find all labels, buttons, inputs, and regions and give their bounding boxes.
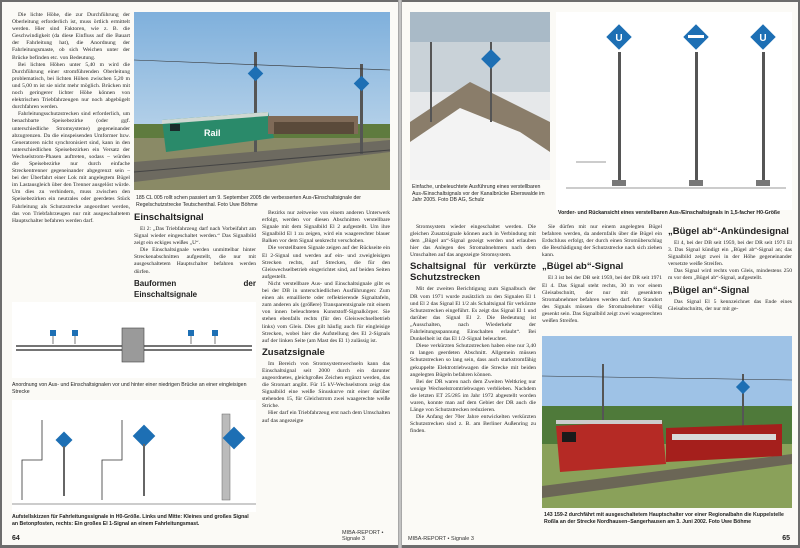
text-paragraph: Bei lichten Höhen unter 5,40 m wird die Durchführung einer stromführenden Oberleitung problematisch, bei lichten Höhen zwischen 5,20 m und 5,00 m ist sie nicht mehr möglich. Brücken mit noch geringerer lichter Höhe können von elektrischen Triebfahrzeugen nur noch abgebügelt durchfahren werden. bbox=[12, 61, 130, 111]
diagram-caption: Vorder- und Rückansicht eines verstellbaren Aus-/Einschaltsignals in 1,5-facher H0-Größe bbox=[558, 210, 780, 216]
text-paragraph: Nicht verstellbare Aus- und Einschaltsignale gibt es bei der DB in unterschiedlichen Ausführungen: Zum einen als emaillierte oder reflektierende Signaltafeln, zum anderen als (größere) Transparentsignale mit einem von innen beleuchteten Kunststoff-Signalkörper. Sie stehen ebenfalls rechts (für den Gleiswechselbetrieb links) vom Gleis. Dies gilt häufig auch für eingleisige Strecken, wobei hier die Aufstellung des El 2-Signals auf der linken Seite (am Mast des El 1) zulässig ist. bbox=[262, 280, 390, 344]
text-paragraph: Das Signal El 5 kennzeichnet das Ende eines Gleisabschnitts, der nur mit ge- bbox=[668, 298, 792, 312]
page-number: 64 bbox=[12, 535, 20, 542]
green-loco-illustration bbox=[134, 12, 390, 190]
right-page bbox=[402, 2, 798, 545]
text-paragraph: Mit der zweiten Berichtigung zum Signalbuch der DR vom 1971 wurde zusätzlich zu den Signalen El 1 und El 2 das Signal El 1/2 als Schaltsignal für verkürzte Schutzstrecken eingeführt. Es zeigt das Signal El 1 und darüber das Signal El 2. Die Bedeutung ist „Ausschalten, nach Wiederkehr der Fahrleitungsspannung Einschalten erlaubt“. Bei Dunkelheit ist das El 1/2-Signal beleuchtet. bbox=[410, 286, 536, 343]
diagram-caption: Aufstellskizzen für Fahrleitungssignale in H0-Größe. Links und Mitte: Kleines und großes Signal an Betonpfosten, rechts: Ein großes El 1-Signal an einem Fahrleitungsmast. bbox=[12, 514, 249, 527]
section-heading: „Bügel an“-Signal bbox=[668, 284, 750, 296]
text-paragraph: Die lichte Höhe, die zur Durchführung der Oberleitung erforderlich ist, muss örtlich ermittelt werden. Hier sind Faktoren, wie z. B. die Geschwindigkeit (da diese Einfluss auf die Bauart der Fahrleitung hat), die Anordnung der Fahrleitungsmaste, ob sich Weichen unter der Brücke befinden etc. von Bedeutung. bbox=[12, 12, 130, 61]
left-col-2 bbox=[134, 210, 256, 302]
left-col-1 bbox=[12, 12, 130, 294]
right-col-3 bbox=[668, 224, 792, 332]
left-page bbox=[2, 2, 398, 545]
photo-caption: 143 159-2 durchfährt mit ausgeschaltetem Hauptschalter vor einer Regionalbahn die Kuppelstelle Roßla an der Strecke Nordhausen–Sangerhausen am 3. Juni 2002. Foto Uwe Böhme bbox=[544, 512, 784, 525]
photo-caption: Einfache, unbeleuchtete Ausführung eines verstellbaren Aus-/Einschaltsignals vor der Kanalbrücke Eberswalde im Jahr 2005. Foto DB AG, Schulz bbox=[412, 184, 545, 203]
right-col-1 bbox=[410, 224, 536, 536]
text-paragraph: El 2: „Das Triebfahrzeug darf nach Vorbeifahrt am Signal wieder eingeschaltet werden.“ Das Signalbild zeigt ein eckiges weißes „U“. bbox=[134, 226, 256, 247]
text-paragraph: Die verstellbaren Signale zeigen auf der Rückseite ein El 2-Signal und werden auf ein- und zweigleisigen Strecken rechts, auf Strecken, die für den Gleiswechselbetrieb eingerichtet sind, auf beiden Seiten aufgestellt. bbox=[262, 245, 390, 280]
photo-green-locomotive bbox=[134, 12, 390, 190]
section-heading: Bauformen der Einschaltsignale bbox=[134, 278, 256, 299]
section-heading: „Bügel ab“-Signal bbox=[542, 261, 624, 273]
page-footer: MIBA-REPORT • Signale 3 bbox=[408, 536, 474, 542]
text-paragraph: Die Anfang der 70er Jahre entwickelten verkürzten Schutzstrecken sind z. B. am Berliner Außenring zu finden. bbox=[410, 414, 536, 435]
diagram-caption: Anordnung von Aus- und Einschaltsignalen vor und hinter einer niedrigen Brücke an einer eingleisigen Strecke bbox=[12, 382, 247, 395]
adjustable-signal-diagram bbox=[556, 12, 792, 210]
text-paragraph: Das Signal wird rechts vom Gleis, mindestens 250 m vor dem „Bügel ab“-Signal, aufgestellt. bbox=[668, 268, 792, 282]
section-heading: Zusatzsignale bbox=[262, 346, 325, 358]
text-paragraph: Diese verkürzten Schutzstrecken haben eine nur 3,40 m langen geerdeten Abschnitt. Allgemein müssen Schutzstrecken so lang sein, dass auch starkstromfähig gekuppelte Elektrotriebwagen die Strecke mit beiden angelegten Bügeln befahren können. bbox=[410, 343, 536, 378]
section-heading: „Bügel ab“-Ankündesignal bbox=[668, 226, 789, 237]
svg-text:Rail: Rail bbox=[204, 128, 221, 138]
page-footer: MIBA-REPORT • Signale 3 bbox=[342, 530, 384, 542]
text-paragraph: El 3 ist bei der DB seit 1959, bei der DR seit 1971 El 4. Das Signal steht rechts, 30 m vor einem Gleisabschnitt, der nur mit gesenktem Stromabnehmer befahren werden darf. Am Standort des Signals müssen die Stromabnehmer völlig gesenkt sein. Das Signalbild zeigt zwei waagerechten weißen Streifen. bbox=[542, 275, 662, 325]
section-heading: Einschaltsignal bbox=[134, 212, 204, 223]
text-paragraph: Stromsystem wieder eingeschaltet werden. Die gleichen Zusatzsignale können auch in Verbindung mit dem „Bügel an“-Signal gezeigt werden und erlauben hier das Anlegen des Stromabnehmers nach dem Umschalten auf das angezeigte Stromsystem. bbox=[410, 224, 536, 259]
page-number: 65 bbox=[782, 535, 790, 542]
photo-snowy-signal bbox=[410, 12, 550, 180]
section-heading: Schaltsignal für verkürzte Schutzstrecken bbox=[410, 261, 536, 284]
photo-red-locomotive bbox=[542, 336, 792, 508]
text-paragraph: Hier darf ein Triebfahrzeug erst nach dem Umschalten auf das angezeigte bbox=[262, 410, 390, 424]
text-paragraph: Sie dürfen mit nur einem angelegten Bügel befahren werden, da andernfalls über die Bügel ein Erdschluss erfolgt, der durch einen Stromüberschlag die Beschädigung der Schutzstrecke nach sich ziehen kann. bbox=[542, 224, 662, 259]
text-paragraph: Bei der DR waren nach dem Zweiten Weltkrieg nur wenige Wechselstromtriebwagen verblieben. Nachdem die letzten ET 25/285 im Jahr 1972 abgestellt worden waren, konnte man auf dem Gebiet der DR auch die Länge von Schutzstrecken reduzieren. bbox=[410, 378, 536, 414]
text-paragraph: El 4, bei der DB seit 1959, bei der DR seit 1971 El 3. Das Signal kündigt ein „Bügel ab“-Signal an; das Signalbild zeigt zwei in der Höhe gegeneinander versetzte weiße Streifen. bbox=[668, 240, 792, 268]
text-paragraph: Bezirks nur zeitweise von einem anderen Unterwerk erfolgt, werden vor diesen Abschnitten verstellbare Signale mit dem Signalbild El 2 aufgestellt. Um ihre Signalbild El 1 zu zeigen, wird ein waagerechter blauer Balken vor dem Signal senkrecht verschoben. bbox=[262, 210, 390, 245]
photo-caption: 185 CL 005 rollt schen passiert am 9. September 2005 die verbesserten Aus-/Einschaltsignale der Regelschutzstrecke Teutschenthal. Foto Uwe Böhme bbox=[136, 195, 362, 208]
left-col-3 bbox=[262, 210, 390, 536]
right-col-2 bbox=[542, 224, 662, 332]
text-paragraph: Fahrleitungsschutzstrecken sind erforderlich, um benachbarte Speisebezirke (oder ggf. unterschiedliche Stromsysteme) gegeneinander abzugrenzen. Da die einspeisenden Umformer bzw. Generatoren nicht synchronisiert sind, kann in den unterschiedlichen Speisebezirken ein Versatz der Wechselstrom-Phasen auftreten, sodass – würden die Speisebezirke nur durch einfache Streckentrenner gegeneinander abgegrenzt sein – bei der Überfahrt einer Lok mit angelegtem Bügel im Lastausgleich über den Trenner ausgelöst würde. Um dies zu verhindern, muss zwischen den Speisebezirken ein neutrales oder geerdetes Stück Fahrleitung als Schutzstrecke angeordnet werden, das von Triebfahrzeugen nur mit ausgeschaltetem Hauptschalter befahren werden darf. bbox=[12, 111, 130, 224]
sign-placement-sketch bbox=[12, 400, 256, 512]
bridge-arrangement-diagram bbox=[12, 302, 256, 378]
text-paragraph: Die Einschaltsignale werden unmittelbar hinter Streckenabschnitten aufgestellt, die nur mit ausgeschaltetem Hauptschalter befahren werden dürfen. bbox=[134, 247, 256, 275]
svg-text:U: U bbox=[615, 33, 623, 44]
svg-text:U: U bbox=[759, 33, 767, 44]
text-paragraph: Im Bereich von Stromsystemwechseln kann das Einschaltsignal seit 2000 durch ein darunter angeordnetes, gleichgroßes Zeichen ergänzt werden, das die Stromart angibt. Für 15 kV-Wechselstrom zeigt das Signalbild eine weiße Sinuskurve mit einer darüber stehenden 15, für Gleichstrom zwei waagerechte weiße Striche. bbox=[262, 360, 390, 410]
